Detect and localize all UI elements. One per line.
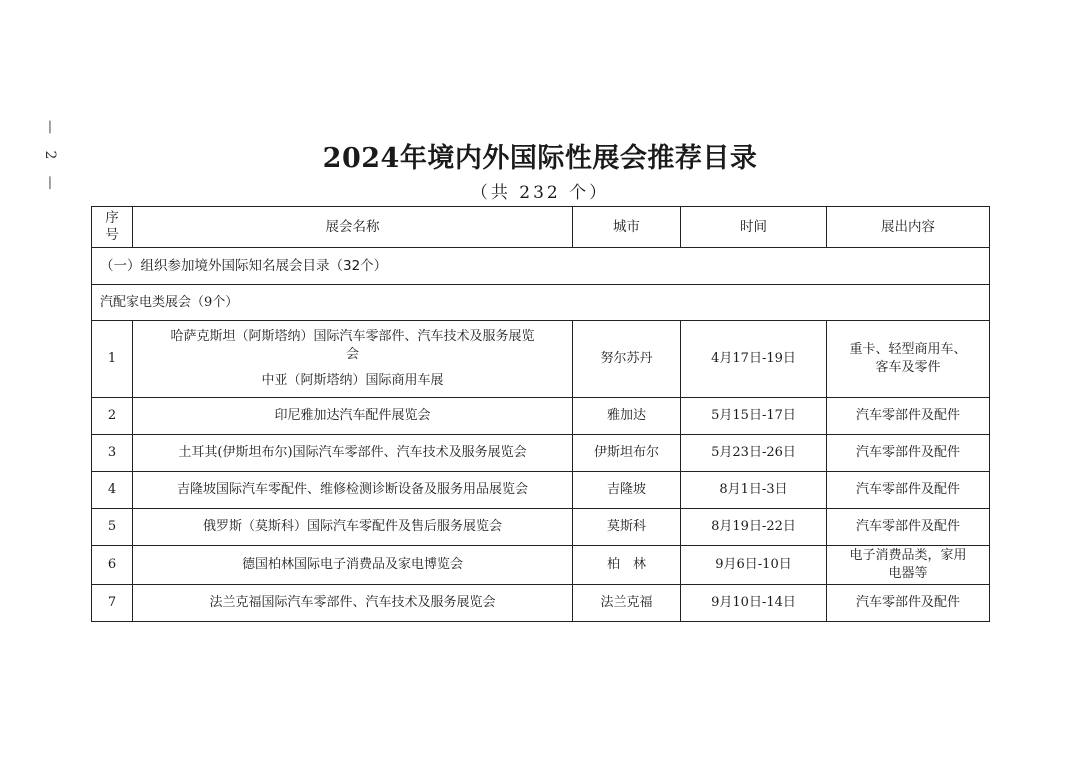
document-subtitle: （共 232 个） — [470, 183, 610, 203]
row-content — [827, 509, 990, 546]
row-content — [827, 398, 990, 435]
table-row — [92, 398, 990, 435]
row-city: 柏 林 — [573, 546, 681, 585]
header-name: 展会名称 — [133, 207, 573, 248]
row-city: 莫斯科 — [573, 509, 681, 546]
row-content-line: 客车及零件 — [875, 360, 941, 375]
table-row — [92, 321, 990, 398]
row-name-line: 德国柏林国际电子消费品及家电博览会 — [241, 557, 463, 572]
table-row — [92, 435, 990, 472]
row-name-line: 会 — [345, 347, 359, 362]
row-content — [827, 435, 990, 472]
row-content-line: 汽车零部件及配件 — [855, 408, 960, 423]
row-name — [133, 585, 573, 622]
row-name — [133, 472, 573, 509]
row-time: 8月19日-22日 — [681, 509, 827, 546]
row-time: 8月1日-3日 — [681, 472, 827, 509]
header-content: 展出内容 — [827, 207, 990, 248]
row-city: 伊斯坦布尔 — [573, 435, 681, 472]
row-content-line: 重卡、轻型商用车、 — [849, 342, 967, 357]
row-content-line: 汽车零部件及配件 — [855, 595, 960, 610]
row-index: 6 — [92, 546, 133, 585]
header-time: 时间 — [681, 207, 827, 248]
section-title: （一）组织参加境外国际知名展会目录（32个） — [92, 248, 990, 285]
page-number: — 2 — — [42, 120, 58, 196]
row-name — [133, 509, 573, 546]
row-city: 吉隆坡 — [573, 472, 681, 509]
row-city: 努尔苏丹 — [573, 321, 681, 398]
category-row — [92, 285, 990, 321]
row-time: 5月15日-17日 — [681, 398, 827, 435]
row-index: 5 — [92, 509, 133, 546]
row-city: 雅加达 — [573, 398, 681, 435]
table-row — [92, 546, 990, 585]
row-content-line: 电器等 — [888, 566, 928, 581]
table-row — [92, 472, 990, 509]
exhibition-table — [91, 206, 990, 622]
row-content — [827, 321, 990, 398]
row-name — [133, 546, 573, 585]
header-city: 城市 — [573, 207, 681, 248]
row-index: 3 — [92, 435, 133, 472]
row-name-line: 中亚（阿斯塔纳）国际商用车展 — [261, 373, 444, 388]
row-time: 5月23日-26日 — [681, 435, 827, 472]
row-name — [133, 321, 573, 398]
row-name-line: 土耳其(伊斯坦布尔)国际汽车零部件、汽车技术及服务展览会 — [178, 445, 527, 460]
document-title: 2024年境内外国际性展会推荐目录 — [322, 143, 758, 174]
row-index: 1 — [92, 321, 133, 398]
table-row — [92, 509, 990, 546]
row-name-line: 法兰克福国际汽车零部件、汽车技术及服务展览会 — [209, 595, 496, 610]
row-content — [827, 472, 990, 509]
row-index: 4 — [92, 472, 133, 509]
row-name — [133, 398, 573, 435]
row-city: 法兰克福 — [573, 585, 681, 622]
category-title: 汽配家电类展会（9个） — [92, 285, 990, 321]
row-name — [133, 435, 573, 472]
row-time: 9月10日-14日 — [681, 585, 827, 622]
row-index: 7 — [92, 585, 133, 622]
section-row — [92, 248, 990, 285]
row-content-line: 汽车零部件及配件 — [855, 482, 960, 497]
row-time: 4月17日-19日 — [681, 321, 827, 398]
row-name-line: 哈萨克斯坦（阿斯塔纳）国际汽车零部件、汽车技术及服务展览 — [170, 329, 535, 344]
row-index: 2 — [92, 398, 133, 435]
row-content — [827, 546, 990, 585]
row-name-line: 俄罗斯（莫斯科）国际汽车零配件及售后服务展览会 — [202, 519, 502, 534]
row-time: 9月6日-10日 — [681, 546, 827, 585]
row-content-line: 电子消费品类，家用 — [849, 548, 967, 563]
row-content-line: 汽车零部件及配件 — [855, 519, 960, 534]
row-name-line: 印尼雅加达汽车配件展览会 — [274, 408, 431, 423]
row-name-line: 吉隆坡国际汽车零配件、维修检测诊断设备及服务用品展览会 — [176, 482, 528, 497]
header-index: 序号 — [92, 207, 133, 248]
row-content-line: 汽车零部件及配件 — [855, 445, 960, 460]
table-row — [92, 585, 990, 622]
row-content — [827, 585, 990, 622]
table-header-row — [92, 207, 990, 248]
